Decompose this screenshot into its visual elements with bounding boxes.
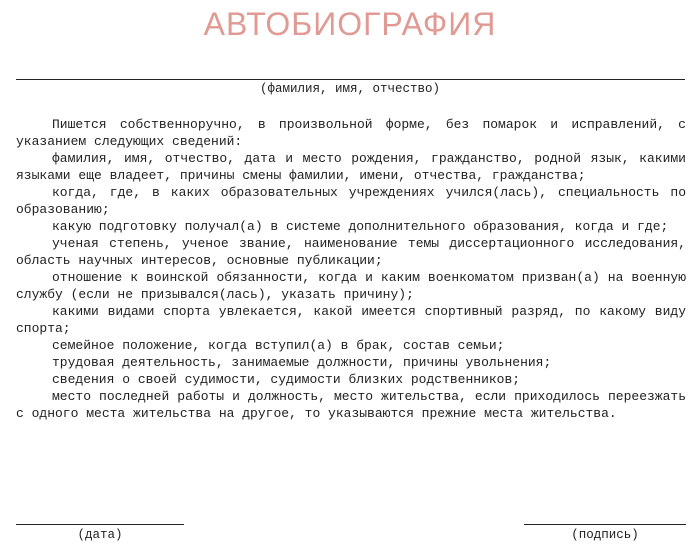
signature-line	[524, 524, 686, 525]
date-line	[16, 524, 184, 525]
paragraph-intro: Пишется собственноручно, в произвольной форме, без помарок и исправлений, с указанием следующих сведений:	[16, 117, 686, 149]
paragraph-residence: место последней работы и должность, место жительства, если приходилось переезжать с одного места жительства на другое, то указываются прежние места жительства.	[16, 389, 686, 421]
paragraph-work-history: трудовая деятельность, занимаемые должности, причины увольнения;	[52, 355, 552, 370]
signature-caption: (подпись)	[571, 528, 639, 542]
paragraph-academic-degree: ученая степень, ученое звание, наименование темы диссертационного исследования, область научных интересов, основные публикации;	[16, 236, 686, 268]
paragraph-military-service: отношение к воинской обязанности, когда и каким военкоматом призван(а) на военную службу (если не призывался(лась), указать причину);	[16, 270, 686, 302]
paragraph-personal-data: фамилия, имя, отчество, дата и место рождения, гражданство, родной язык, какими языками еще владеет, причины смены фамилии, имени, отчества, гражданства;	[16, 151, 686, 183]
date-caption: (дата)	[77, 528, 123, 542]
paragraph-criminal-record: сведения о своей судимости, судимости близких родственников;	[52, 372, 521, 387]
paragraph-family-status: семейное положение, когда вступил(а) в брак, состав семьи;	[52, 338, 505, 353]
document-body	[16, 116, 686, 422]
document-title: АВТОБИОГРАФИЯ	[203, 6, 497, 42]
name-line	[16, 79, 685, 80]
name-caption: (фамилия, имя, отчество)	[259, 82, 441, 96]
paragraph-sports: какими видами спорта увлекается, какой имеется спортивный разряд, по какому виду спорта;	[16, 304, 686, 336]
paragraph-education: когда, где, в каких образовательных учреждениях учился(лась), специальность по образованию;	[16, 185, 686, 217]
paragraph-additional-training: какую подготовку получал(а) в системе дополнительного образования, когда и где;	[52, 219, 669, 234]
